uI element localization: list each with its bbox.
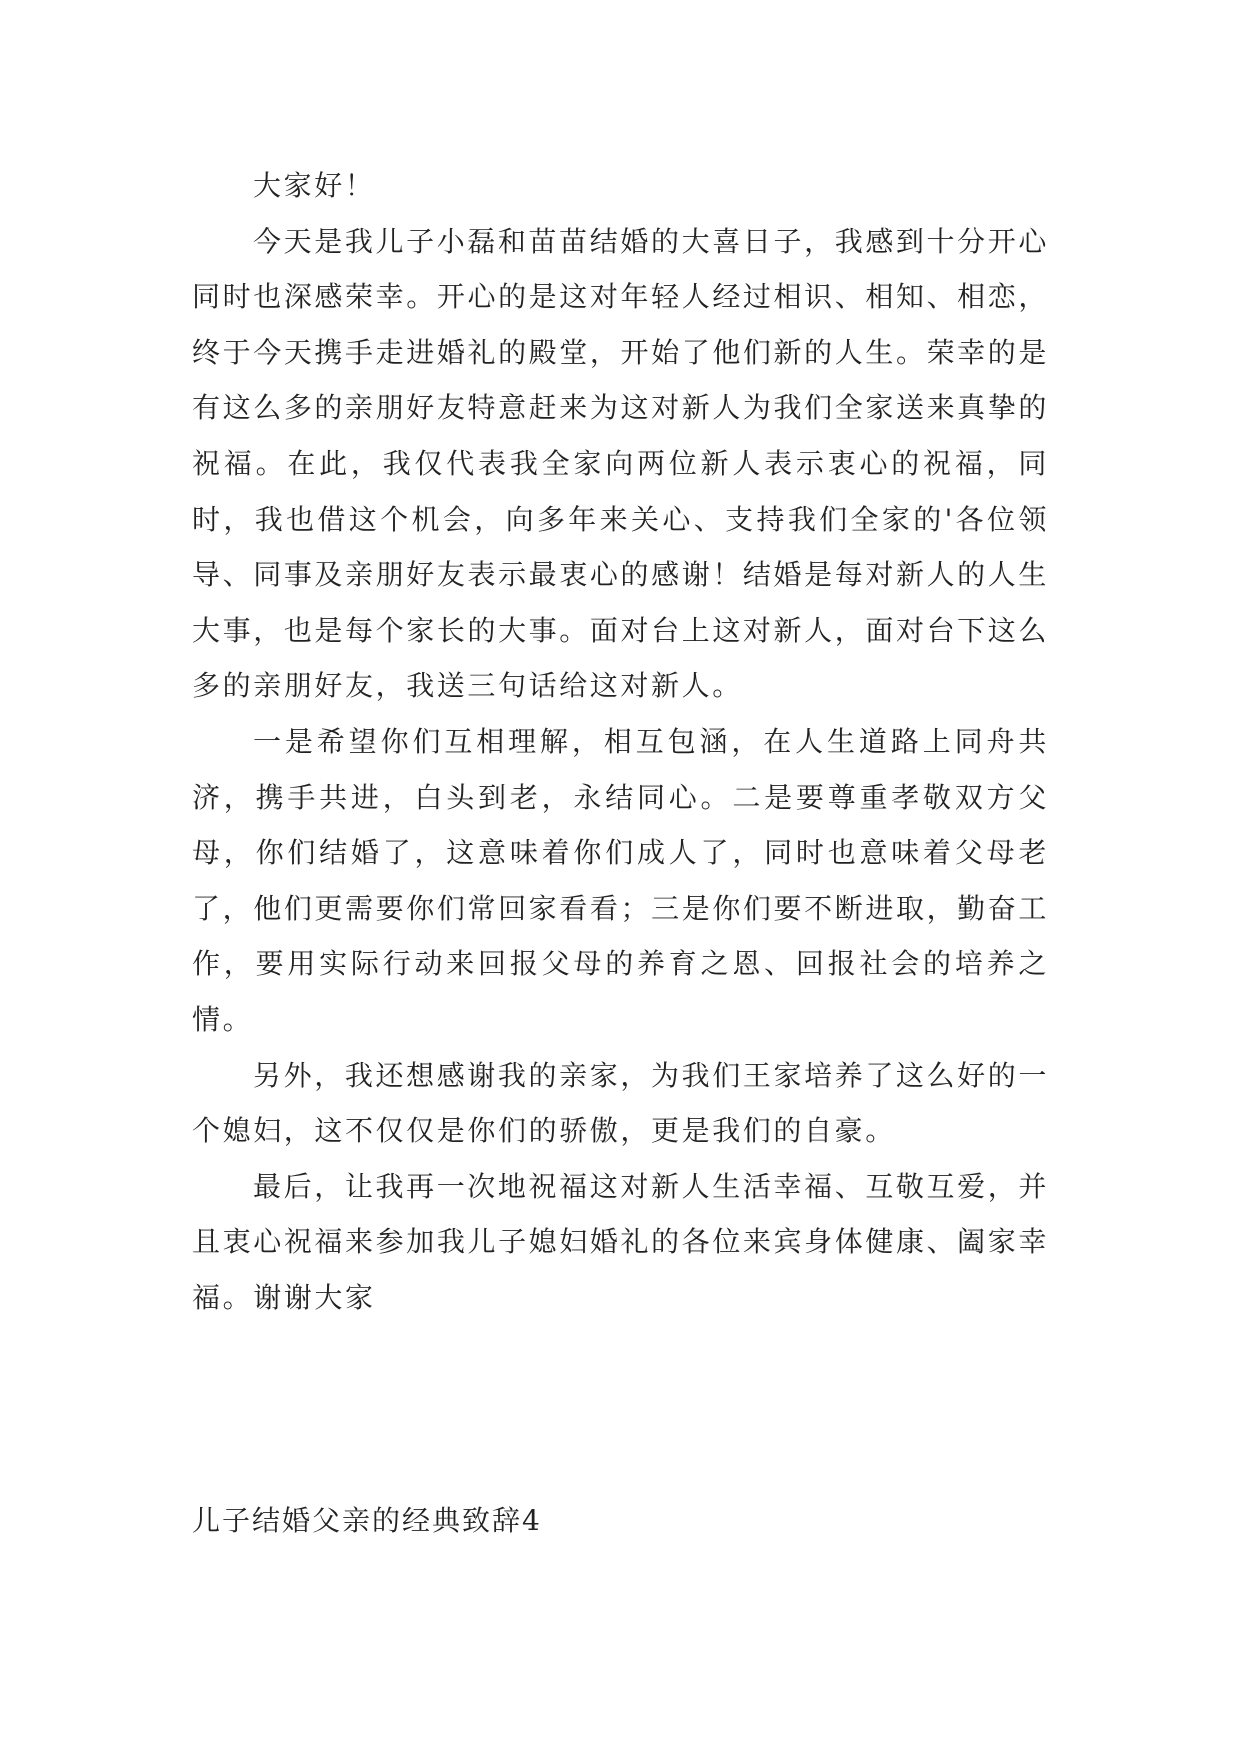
opening-paragraph: 今天是我儿子小磊和苗苗结婚的大喜日子，我感到十分开心同时也深感荣幸。开心的是这对年轻人经过相识、相知、相恋，终于今天携手走进婚礼的殿堂，开始了他们新的人生。荣幸的是有这么多的亲朋好友特意赶来为这对新人为我们全家送来真挚的祝福。在此，我仅代表我全家向两位新人表示衷心的祝福，同时，我也借这个机会，向多年来关心、支持我们全家的'各位领导、同事及亲朋好友表示最衷心的感谢！结婚是每对新人的人生大事，也是每个家长的大事。面对台上这对新人，面对台下这么多的亲朋好友，我送三句话给这对新人。 [192, 224, 1049, 703]
closing-paragraph: 最后，让我再一次地祝福这对新人生活幸福、互敬互爱，并且衷心祝福来参加我儿子媳妇婚礼的各位来宾身体健康、阖家幸福。谢谢大家 [192, 1169, 1049, 1314]
thanks-in-laws-paragraph: 另外，我还想感谢我的亲家，为我们王家培养了这么好的一个媳妇，这不仅仅是你们的骄傲，更是我们的自豪。 [192, 1058, 1049, 1148]
wishes-paragraph: 一是希望你们互相理解，相互包涵，在人生道路上同舟共济，携手共进，白头到老，永结同心。二是要尊重孝敬双方父母，你们结婚了，这意味着你们成人了，同时也意味着父母老了，他们更需要你们常回家看看；三是你们要不断进取，勤奋工作，要用实际行动来回报父母的养育之恩、回报社会的培养之情。 [192, 724, 1049, 1036]
next-section-heading: 儿子结婚父亲的经典致辞4 [192, 1504, 542, 1537]
greeting-paragraph: 大家好！ [253, 169, 376, 202]
speech-body [192, 158, 1049, 1325]
